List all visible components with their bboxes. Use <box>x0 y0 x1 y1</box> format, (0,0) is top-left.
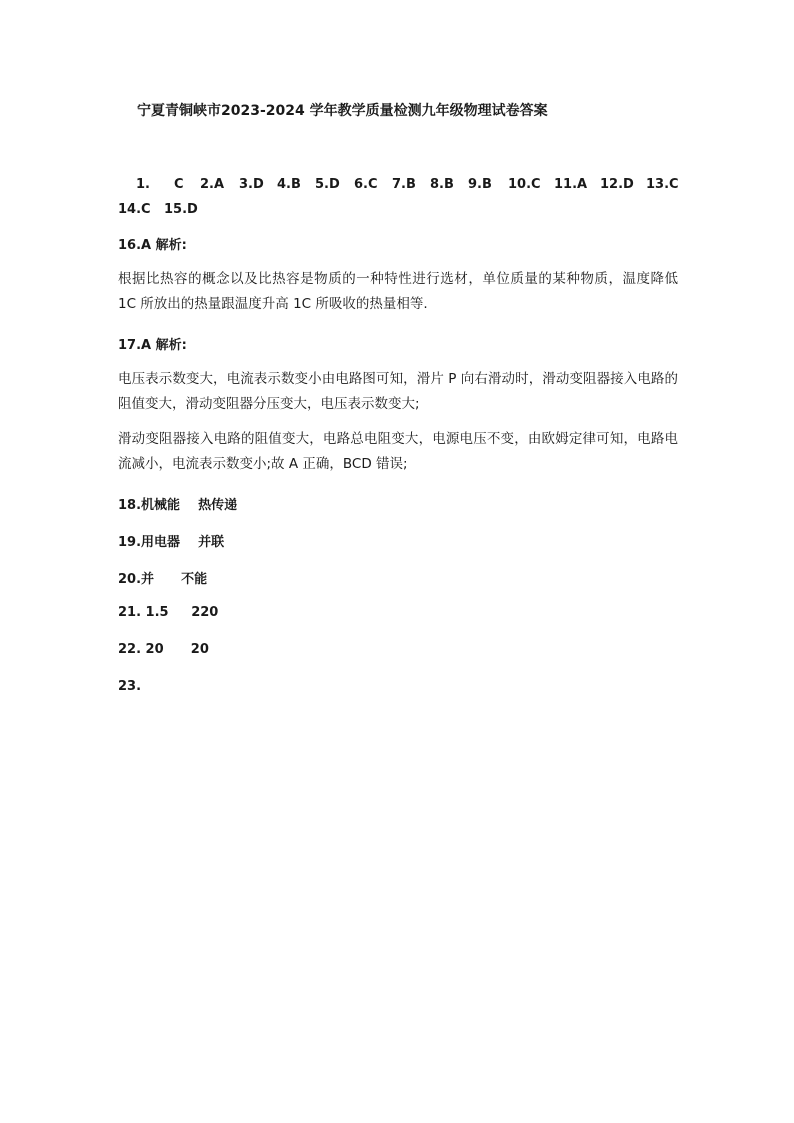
q17-explanation-1: 电压表示数变大，电流表示数变小由电路图可知，滑片 P 向右滑动时，滑动变阻器接入电路的阻值变大，滑动变阻器分压变大，电压表示数变大; <box>118 371 678 412</box>
answer-item: 3.D <box>239 177 264 192</box>
q16-heading: 16.A 解析: <box>118 238 187 253</box>
multiple-choice-answers <box>118 172 688 222</box>
answer-item: 2.A <box>200 177 225 192</box>
answer-item: C <box>174 177 184 192</box>
document-title: 宁夏青铜峡市2023-2024 学年教学质量检测九年级物理试卷答案 <box>137 103 548 119</box>
answer-item: 13.C <box>646 177 679 192</box>
q16-explanation: 根据比热容的概念以及比热容是物质的一种特性进行选材，单位质量的某种物质，温度降低 1C 所放出的热量跟温度升高 1C 所吸收的热量相等. <box>118 271 678 312</box>
answer-item: 10.C <box>508 177 541 192</box>
q17-heading: 17.A 解析: <box>118 338 187 353</box>
answer-item: 5.D <box>315 177 340 192</box>
answer-item: 4.B <box>277 177 301 192</box>
answer-item: 7.B <box>392 177 416 192</box>
q20-answer: 20.并 不能 <box>118 572 208 587</box>
answer-item: 6.C <box>354 177 378 192</box>
q22-answer: 22. 20 20 <box>118 642 209 657</box>
answer-item: 15.D <box>164 202 198 217</box>
q23-answer: 23. <box>118 679 142 694</box>
q19-answer: 19.用电器 并联 <box>118 535 225 550</box>
q18-answer: 18.机械能 热传递 <box>118 498 238 513</box>
q21-answer: 21. 1.5 220 <box>118 605 219 620</box>
answer-item: 9.B <box>468 177 492 192</box>
answer-item: 12.D <box>600 177 634 192</box>
answers-row-2 <box>118 197 688 222</box>
q17-explanation-2: 滑动变阻器接入电路的阻值变大，电路总电阻变大，电源电压不变，由欧姆定律可知，电路电流减小，电流表示数变小;故 A 正确，BCD 错误; <box>118 431 678 472</box>
answer-item: 11.A <box>554 177 588 192</box>
answers-row-1 <box>118 172 688 197</box>
answer-item: 14.C <box>118 202 151 217</box>
answer-item: 1. <box>136 177 150 192</box>
answer-item: 8.B <box>430 177 454 192</box>
